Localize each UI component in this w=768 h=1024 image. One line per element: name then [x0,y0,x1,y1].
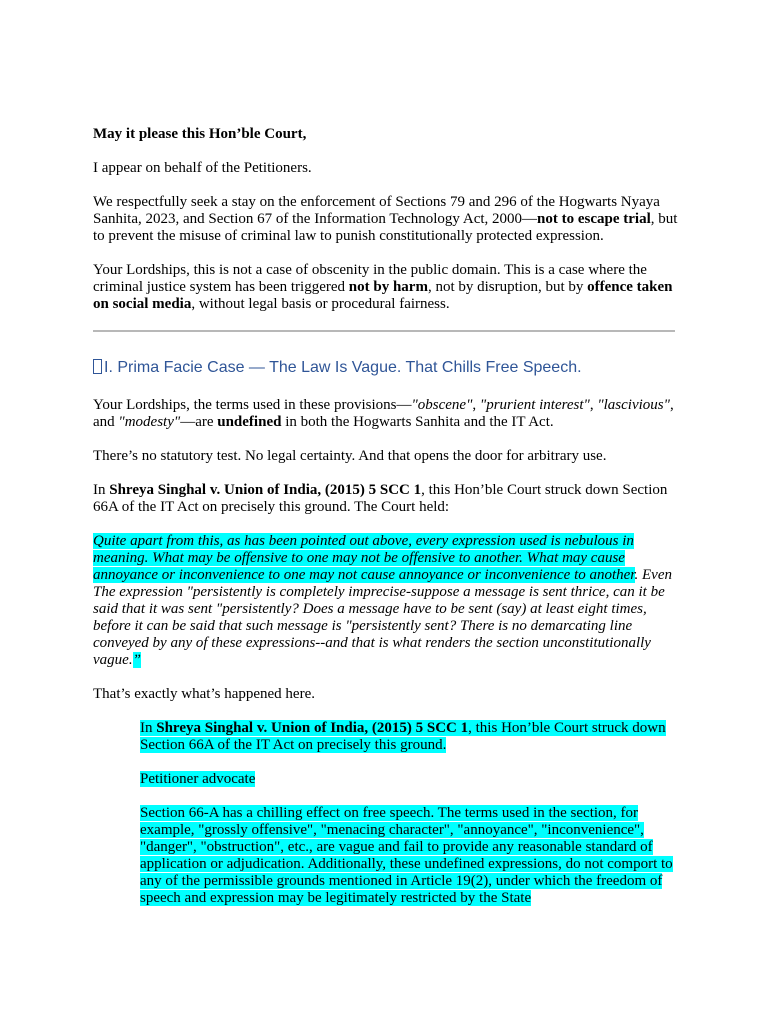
precedent-paragraph: In Shreya Singhal v. Union of India, (2015) 5 SCC 1, this Hon’ble Court struck down Section 66A of the IT Act on precisely this ground. The Court held: [93,482,668,515]
section-heading: I. Prima Facie Case — The Law Is Vague. That Chills Free Speech. [93,358,683,378]
intro-paragraph: I appear on behalf of the Petitioners. [93,160,312,176]
conclusion-paragraph: That’s exactly what’s happened here. [93,686,315,702]
judgment-quote: Quite apart from this, as has been pointed out above, every expression used is nebulous in meaning. What may be offensive to one may not be offensive to another. What may cause annoyance or inconvenience to one may not cause annoyance or inconvenience to another. Even The expression "persistently is completely imprecise-suppose a message is sent thrice, can it be said that it was sent "persistently? Does a message have to be sent (say) at least eight times, before it can be said that such message is "persistently sent? There is no demarcating line conveyed by any of these expressions--and that is what renders the section unconstitutionally vague.” [93,533,672,668]
salutation: May it please this Hon’ble Court, [93,126,307,142]
indented-notes [140,720,677,907]
document-body [93,126,683,924]
indented-section-66a-quote: Section 66-A has a chilling effect on free speech. The terms used in the section, for example, "grossly offensive", "menacing character", "annoyance", "inconvenience", "danger", "obstruction", etc., are vague and fail to provide any reasonable standard of application or adjudication. Additionally, these undefined expressions, do not comport to any of the permissible grounds mentioned in Article 19(2), under which the freedom of speech and expression may be legitimately restricted by the State [140,805,673,906]
terms-paragraph: Your Lordships, the terms used in these provisions—"obscene", "prurient interest", "lascivious", and "modesty"—are undefined in both the Hogwarts Sanhita and the IT Act. [93,397,674,430]
stay-request-paragraph: We respectfully seek a stay on the enforcement of Sections 79 and 296 of the Hogwarts Nyaya Sanhita, 2023, and Section 67 of the Information Technology Act, 2000—not to escape trial, but to prevent the misuse of criminal law to punish constitutionally protected expression. [93,194,678,244]
missing-glyph-icon [93,359,102,374]
horizontal-divider [93,330,675,332]
petitioner-label: Petitioner advocate [140,771,256,787]
no-test-paragraph: There’s no statutory test. No legal certainty. And that opens the door for arbitrary use. [93,448,607,464]
context-paragraph: Your Lordships, this is not a case of obscenity in the public domain. This is a case where the criminal justice system has been triggered not by harm, not by disruption, but by offence taken on social media, without legal basis or procedural fairness. [93,262,673,312]
indented-precedent: In Shreya Singhal v. Union of India, (2015) 5 SCC 1, this Hon’ble Court struck down Section 66A of the IT Act on precisely this ground. [140,720,666,753]
